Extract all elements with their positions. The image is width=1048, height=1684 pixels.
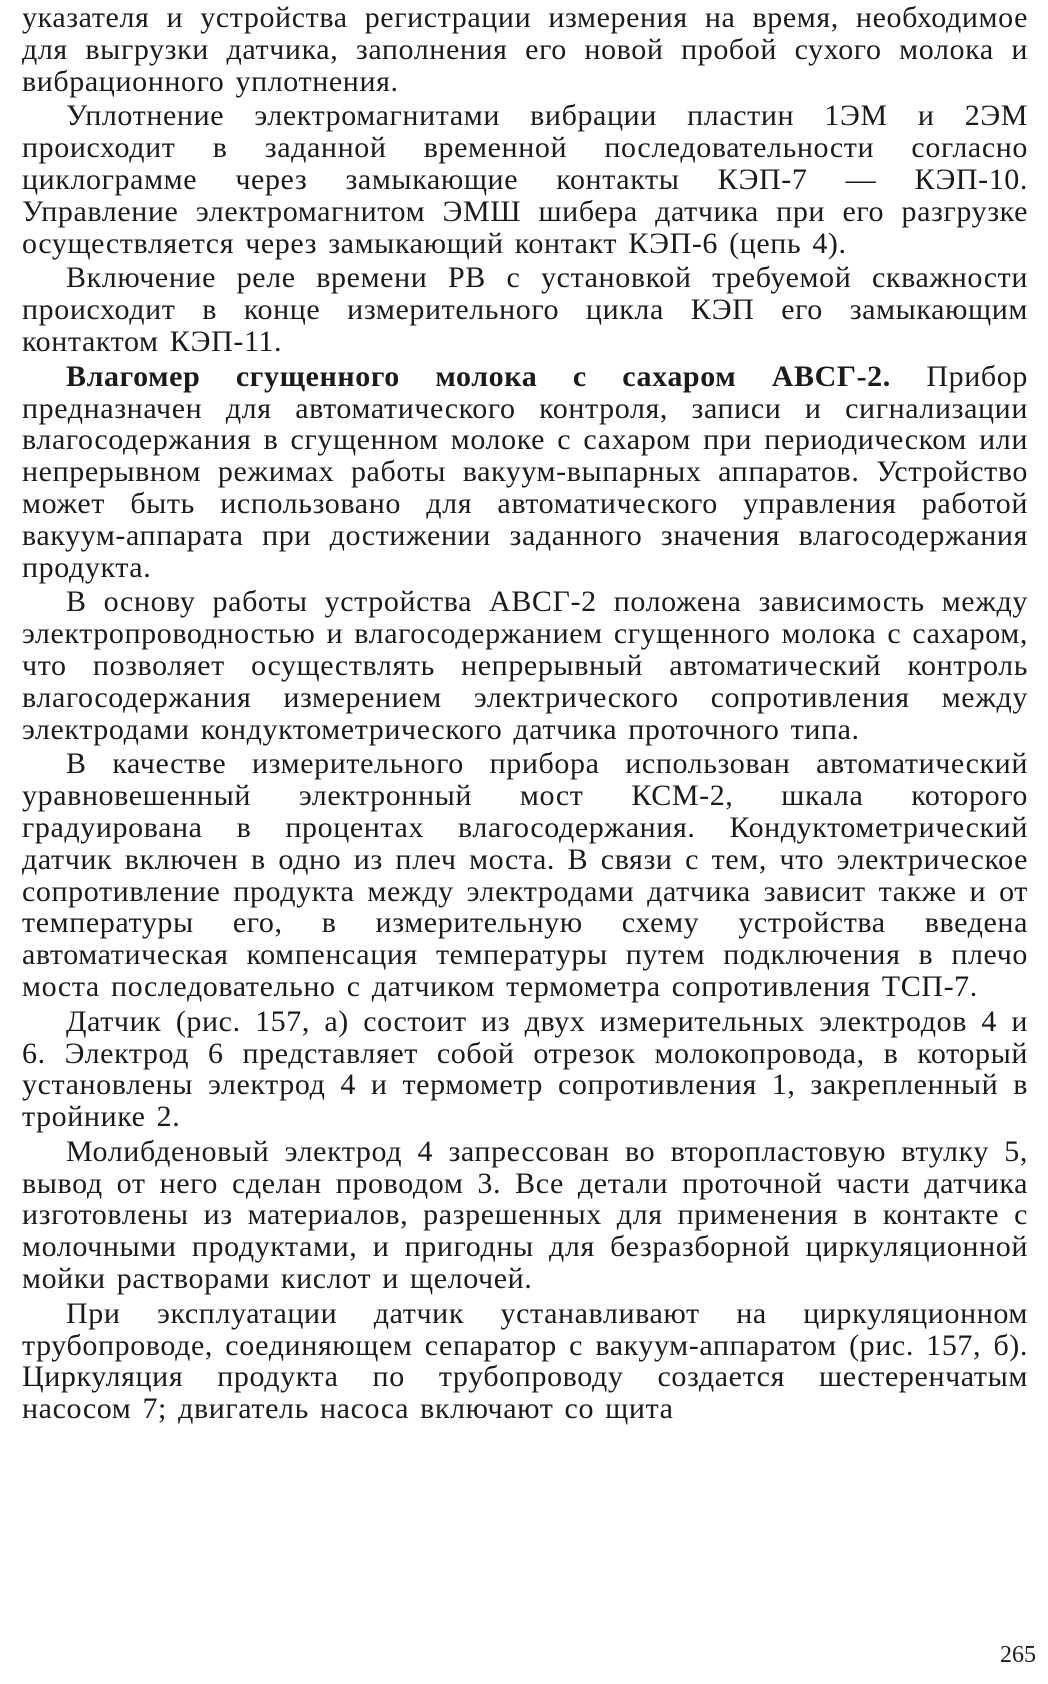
paragraph-sensor: Датчик (рис. 157, а) состоит из двух измерительных электродов 4 и 6. Электрод 6 представляет собой отрезок молокопровода, в который установлены электрод 4 и термометр сопротивления 1, закрепленный в тройнике 2. — [22, 1004, 1028, 1134]
page-number: 265 — [1000, 1642, 1036, 1668]
paragraph-instrument: В качестве измерительного прибора использован автоматический уравновешенный электронный мост КСМ-2, шкала которого градуирована в процентах влагосодержания. Кондуктометрический датчик включен в одно из плеч моста. В связи с тем, что электрическое сопротивление продукта между электродами датчика зависит также и от температуры его, в измерительную схему устройства введена автоматическая компенсация температуры путем подключения в плечо моста последовательно с датчиком термометра сопротивления ТСП-7. — [22, 747, 1028, 1003]
paragraph-electrode: Молибденовый электрод 4 запрессован во второпластовую втулку 5, вывод от него сделан проводом 3. Все детали проточной части датчика изготовлены из материалов, разрешенных для применения в контакте с молочными продуктами, и пригодны для безразборной циркуляционной мойки растворами кислот и щелочей. — [22, 1134, 1028, 1296]
paragraph-avsg-text: Прибор предназначен для автоматического контроля, записи и сигнализации влагосодержания в сгущенном молоке с сахаром при периодическом или непрерывном режимах работы вакуум-выпарных аппаратов. Устройство может быть использовано для автоматического управления работой вакуум-аппарата при достижении заданного значения влагосодержания продукта. — [22, 359, 1028, 584]
paragraph-principle: В основу работы устройства АВСГ-2 положена зависимость между электропроводностью и влагосодержанием сгущенного молока с сахаром, что позволяет осуществлять непрерывный автоматический контроль влагосодержания измерением электрического сопротивления между электродами кондуктометрического датчика проточного типа. — [22, 585, 1028, 746]
paragraph-operation: При эксплуатации датчик устанавливают на циркуляционном трубопроводе, соединяющем сепаратор с вакуум-аппаратом (рис. 157, б). Циркуляция продукта по трубопроводу создается шестеренчатым насосом 7; двигатель насоса включают со щита — [22, 1296, 1028, 1426]
paragraph-compaction: Уплотнение электромагнитами вибрации пластин 1ЭМ и 2ЭМ происходит в заданной временной последовательности согласно циклограмме через замыкающие контакты КЭП-7 — КЭП-10. Управление электромагнитом ЭМШ шибера датчика при его разгрузке осуществляется через замыкающий контакт КЭП-6 (цепь 4). — [22, 99, 1028, 260]
paragraph-avsg-intro — [22, 361, 1028, 584]
paragraph-time-relay: Включение реле времени РВ с установкой требуемой скважности происходит в конце измерительного цикла КЭП его замыкающим контактом КЭП-11. — [22, 261, 1028, 358]
paragraph-continuation: указателя и устройства регистрации измерения на время, необходимое для выгрузки датчика, заполнения его новой пробой сухого молока и вибрационного уплотнения. — [22, 1, 1028, 98]
section-heading: Влагомер сгущенного молока с сахаром АВСГ-2. — [66, 359, 891, 393]
page-body — [22, 2, 1028, 1428]
